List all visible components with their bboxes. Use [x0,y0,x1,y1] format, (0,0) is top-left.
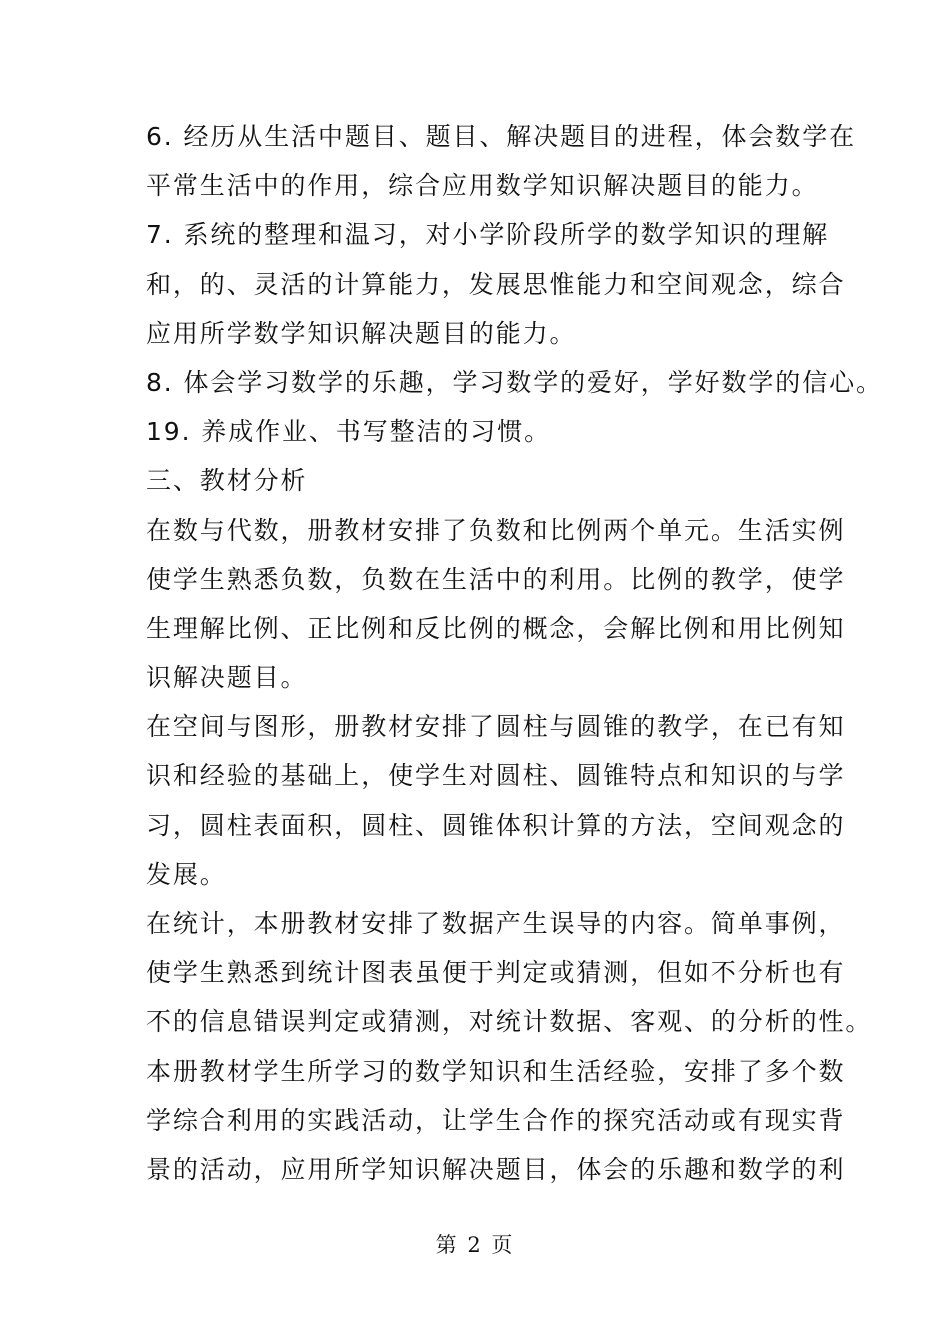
text-line: 19. 养成作业、书写整洁的习惯。 [146,417,552,447]
text-line: 和，的、灵活的计算能力，发展思惟能力和空间观念，综合 [146,269,846,299]
text-line: 学综合利用的实践活动，让学生合作的探究活动或有现实背 [146,1105,846,1135]
text-line: 在空间与图形，册教材安排了圆柱与圆锥的教学，在已有知 [146,712,846,742]
text-line: 识和经验的基础上，使学生对圆柱、圆锥特点和知识的与学 [146,761,846,791]
text-line: 不的信息错误判定或猜测，对统计数据、客观、的分析的性。 [146,1007,873,1037]
document-body [146,112,883,1194]
text-line: 识解决题目。 [146,663,308,693]
text-line: 使学生熟悉负数，负数在生活中的利用。比例的教学，使学 [146,564,846,594]
text-line: 发展。 [146,859,227,889]
section-heading: 三、教材分析 [146,466,308,496]
text-line: 7. 系统的整理和温习，对小学阶段所学的数学知识的理解 [146,220,830,250]
text-line: 本册教材学生所学习的数学知识和生活经验，安排了多个数 [146,1056,846,1086]
text-line: 在数与代数，册教材安排了负数和比例两个单元。生活实例 [146,515,846,545]
text-line: 生理解比例、正比例和反比例的概念，会解比例和用比例知 [146,613,846,643]
text-line: 习，圆柱表面积，圆柱、圆锥体积计算的方法，空间观念的 [146,810,846,840]
text-line: 8. 体会学习数学的乐趣，学习数学的爱好，学好数学的信心。 [146,367,883,397]
text-line: 应用所学数学知识解决题目的能力。 [146,318,577,348]
text-line: 平常生活中的作用，综合应用数学知识解决题目的能力。 [146,171,819,201]
text-line: 使学生熟悉到统计图表虽便于判定或猜测，但如不分析也有 [146,958,846,988]
page-number: 第 2 页 [435,1233,515,1257]
text-line: 景的活动，应用所学知识解决题目，体会的乐趣和数学的利 [146,1154,846,1184]
text-line: 6. 经历从生活中题目、题目、解决题目的进程，体会数学在 [146,122,857,151]
text-line: 在统计，本册教材安排了数据产生误导的内容。简单事例， [146,909,846,938]
